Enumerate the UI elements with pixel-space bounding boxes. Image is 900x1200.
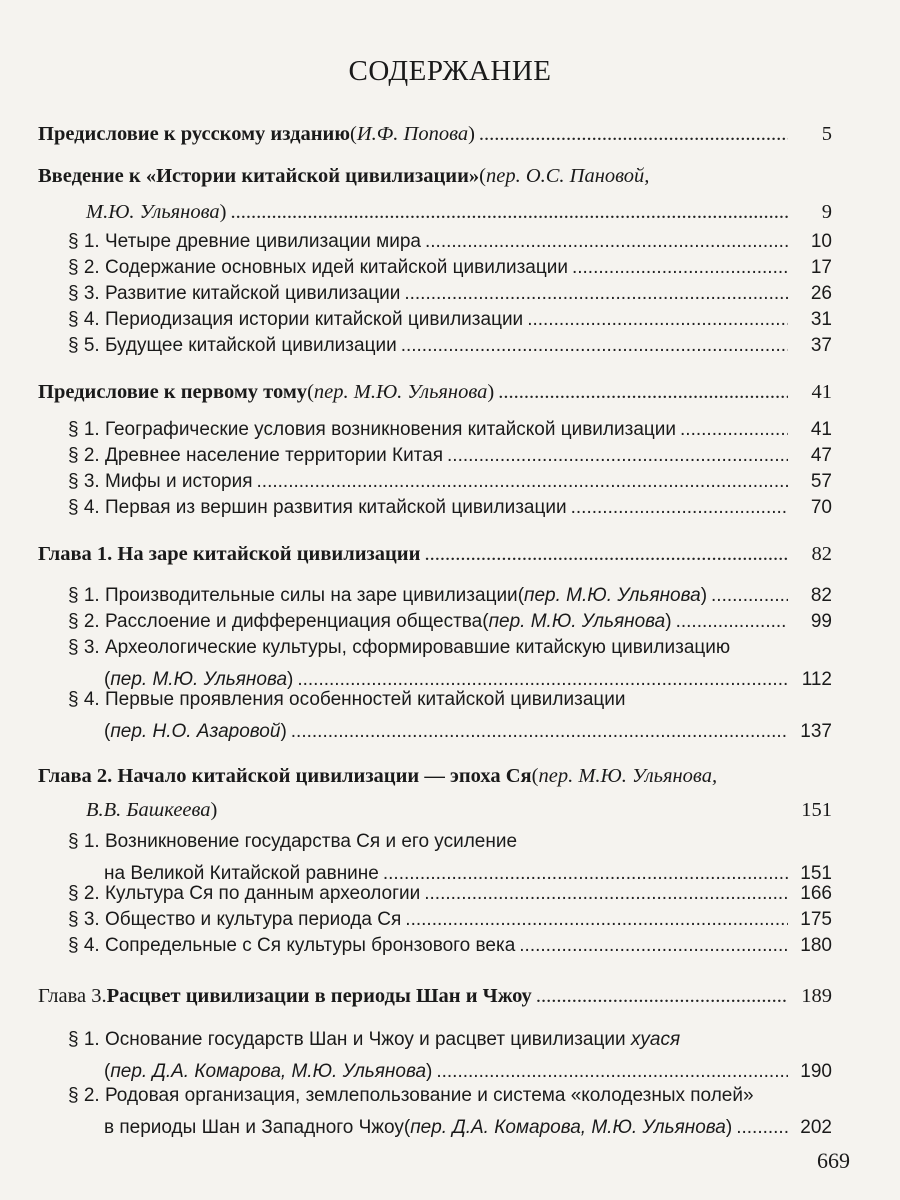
- page-ref: 10: [810, 231, 832, 252]
- leader-dots: [404, 280, 788, 308]
- page-ref: 180: [800, 935, 832, 956]
- page-title: СОДЕРЖАНИЕ: [348, 55, 552, 87]
- toc-entry: [68, 468, 832, 496]
- toc-entry: [38, 162, 832, 226]
- leader-dots: [572, 254, 788, 282]
- leader-dots: [405, 906, 788, 934]
- page-ref: 166: [800, 883, 832, 904]
- toc-entry: [68, 932, 832, 960]
- page-ref: 26: [810, 283, 832, 304]
- paren-close: ): [725, 1117, 733, 1138]
- page-ref: 82: [810, 585, 832, 606]
- translator: М.Ю. Ульянова: [86, 201, 220, 223]
- leader-dots: [536, 982, 788, 1010]
- translator: пер. М.Ю. Ульянова: [313, 381, 488, 403]
- paren-close: ): [219, 201, 227, 223]
- entry-title: Предисловие к русскому изданию: [38, 123, 351, 145]
- paren-close: ): [665, 611, 672, 632]
- page-number: 669: [817, 1148, 850, 1173]
- toc-entry: [68, 332, 832, 360]
- entry-text: § 2. Расслоение и дифференциация общества: [68, 611, 483, 632]
- entry-text: § 1. Производительные силы на заре цивилизации: [68, 585, 518, 606]
- translator: пер. М.Ю. Ульянова,: [538, 765, 718, 787]
- page-ref: 5: [821, 123, 832, 145]
- toc-entry: [68, 880, 832, 908]
- toc-entry: [68, 906, 832, 934]
- translator: пер. М.Ю. Ульянова: [110, 669, 288, 690]
- entry-text: § 3. Археологические культуры, сформировавшие китайскую цивилизацию: [68, 637, 731, 658]
- page-ref: 41: [811, 381, 832, 403]
- toc-entry: [68, 634, 832, 694]
- page-ref: 47: [810, 445, 832, 466]
- toc-entry: [68, 582, 832, 610]
- toc-entry: [68, 228, 832, 256]
- leader-dots: [571, 494, 788, 522]
- paren-close: ): [210, 799, 218, 821]
- toc-entry: [68, 306, 832, 334]
- leader-dots: [425, 228, 788, 256]
- leader-dots: [401, 332, 788, 360]
- leader-dots: [736, 1114, 788, 1142]
- entry-text: § 3. Мифы и история: [68, 471, 253, 492]
- paren-open: (: [350, 123, 357, 145]
- toc-entry: [68, 280, 832, 308]
- paren-open: (: [307, 381, 314, 403]
- page-ref: 17: [810, 257, 832, 278]
- entry-title: Расцвет цивилизации в периоды Шан и Чжоу: [106, 985, 532, 1007]
- leader-dots: [230, 198, 788, 226]
- page-ref: 151: [800, 863, 832, 884]
- paren-open: (: [482, 611, 489, 632]
- paren-open: (: [104, 669, 111, 690]
- entry-text: § 3. Общество и культура периода Ся: [68, 909, 402, 930]
- translator: пер. О.С. Пановой,: [485, 165, 650, 187]
- leader-dots: [291, 718, 788, 746]
- entry-text: в периоды Шан и Западного Чжоу: [104, 1117, 404, 1138]
- toc-entry: [68, 608, 832, 636]
- toc-entry: [68, 494, 832, 522]
- entry-text: § 4. Первая из вершин развития китайской цивилизации: [68, 497, 567, 518]
- entry-title: Глава 2. Начало китайской цивилизации — эпоха Ся: [38, 765, 532, 787]
- leader-dots: [680, 416, 788, 444]
- paren-open: (: [479, 165, 486, 187]
- translator: пер. М.Ю. Ульянова: [524, 585, 701, 606]
- toc-entry: [38, 378, 832, 406]
- entry-text: § 3. Развитие китайской цивилизации: [68, 283, 401, 304]
- entry-text: § 2. Древнее население территории Китая: [68, 445, 444, 466]
- page-ref: 151: [801, 799, 832, 821]
- entry-text: § 1. Возникновение государства Ся и его усиление: [68, 831, 518, 852]
- translator: пер. М.Ю. Ульянова: [488, 611, 666, 632]
- leader-dots: [257, 468, 788, 496]
- entry-italic: хуася: [630, 1029, 681, 1050]
- toc-entry: [38, 540, 832, 568]
- page-ref: 190: [800, 1061, 832, 1082]
- toc-entry: [68, 442, 832, 470]
- leader-dots: [424, 880, 788, 908]
- page-ref: 137: [800, 721, 832, 742]
- entry-text: § 4. Первые проявления особенностей китайской цивилизации: [68, 689, 626, 710]
- translator: В.В. Башкеева: [86, 799, 211, 821]
- toc-entry: [68, 828, 832, 888]
- translator: пер. Д.А. Комарова, М.Ю. Ульянова: [110, 1061, 427, 1082]
- paren-open: (: [104, 721, 111, 742]
- entry-text: § 1. Основание государств Шан и Чжоу и расцвет цивилизации: [68, 1029, 626, 1050]
- paren-open: (: [531, 765, 539, 787]
- page-ref: 175: [800, 909, 832, 930]
- translator: И.Ф. Попова: [356, 123, 469, 145]
- leader-dots: [479, 120, 788, 148]
- toc-entry: [68, 686, 832, 746]
- entry-text: § 4. Сопредельные с Ся культуры бронзового века: [68, 935, 516, 956]
- toc-entry: [68, 416, 832, 444]
- leader-dots: [711, 582, 788, 610]
- entry-title: Предисловие к первому тому: [38, 381, 308, 403]
- entry-text: § 5. Будущее китайской цивилизации: [68, 335, 397, 356]
- leader-dots: [519, 932, 788, 960]
- page-ref: 82: [811, 543, 832, 565]
- paren-open: (: [104, 1061, 111, 1082]
- entry-text: § 2. Родовая организация, землепользование и система «колодезных полей»: [68, 1085, 754, 1106]
- entry-prefix: Глава 3.: [38, 985, 107, 1007]
- entry-text: § 2. Содержание основных идей китайской цивилизации: [68, 257, 568, 278]
- page-ref: 70: [810, 497, 832, 518]
- page-ref: 41: [810, 419, 832, 440]
- page-ref: 9: [821, 201, 832, 223]
- entry-text: § 4. Периодизация истории китайской цивилизации: [68, 309, 524, 330]
- toc-entry: [68, 1026, 832, 1086]
- paren-open: (: [403, 1117, 411, 1138]
- entry-title: Глава 1. На заре китайской цивилизации: [38, 543, 421, 565]
- leader-dots: [447, 442, 788, 470]
- toc-entry: [38, 120, 832, 148]
- toc-entry: [38, 982, 832, 1010]
- translator: пер. Н.О. Азаровой: [110, 721, 281, 742]
- paren-close: ): [468, 123, 475, 145]
- page-ref: 202: [800, 1117, 832, 1138]
- page-ref: 112: [801, 669, 832, 690]
- paren-close: ): [426, 1061, 433, 1082]
- paren-close: ): [700, 585, 708, 606]
- entry-text: § 1. Четыре древние цивилизации мира: [68, 231, 421, 252]
- entry-text: на Великой Китайской равнине: [104, 863, 379, 884]
- page-ref: 31: [810, 309, 832, 330]
- leader-dots: [424, 540, 788, 568]
- toc-entry: [68, 1082, 832, 1142]
- paren-close: ): [280, 721, 287, 742]
- entry-title: Введение к «Истории китайской цивилизации»: [38, 165, 480, 187]
- page-ref: 99: [810, 611, 832, 632]
- paren-open: (: [517, 585, 525, 606]
- leader-dots: [498, 378, 788, 406]
- page-ref: 189: [801, 985, 832, 1007]
- page-ref: 57: [810, 471, 832, 492]
- leader-dots: [676, 608, 788, 636]
- toc-entry: [38, 762, 832, 824]
- toc-entry: [68, 254, 832, 282]
- leader-dots: [527, 306, 788, 334]
- paren-close: ): [487, 381, 495, 403]
- page-ref: 37: [810, 335, 832, 356]
- entry-text: § 2. Культура Ся по данным археологии: [68, 883, 421, 904]
- translator: пер. Д.А. Комарова, М.Ю. Ульянова: [410, 1117, 726, 1138]
- entry-text: § 1. Географические условия возникновения китайской цивилизации: [68, 419, 677, 440]
- paren-close: ): [287, 669, 294, 690]
